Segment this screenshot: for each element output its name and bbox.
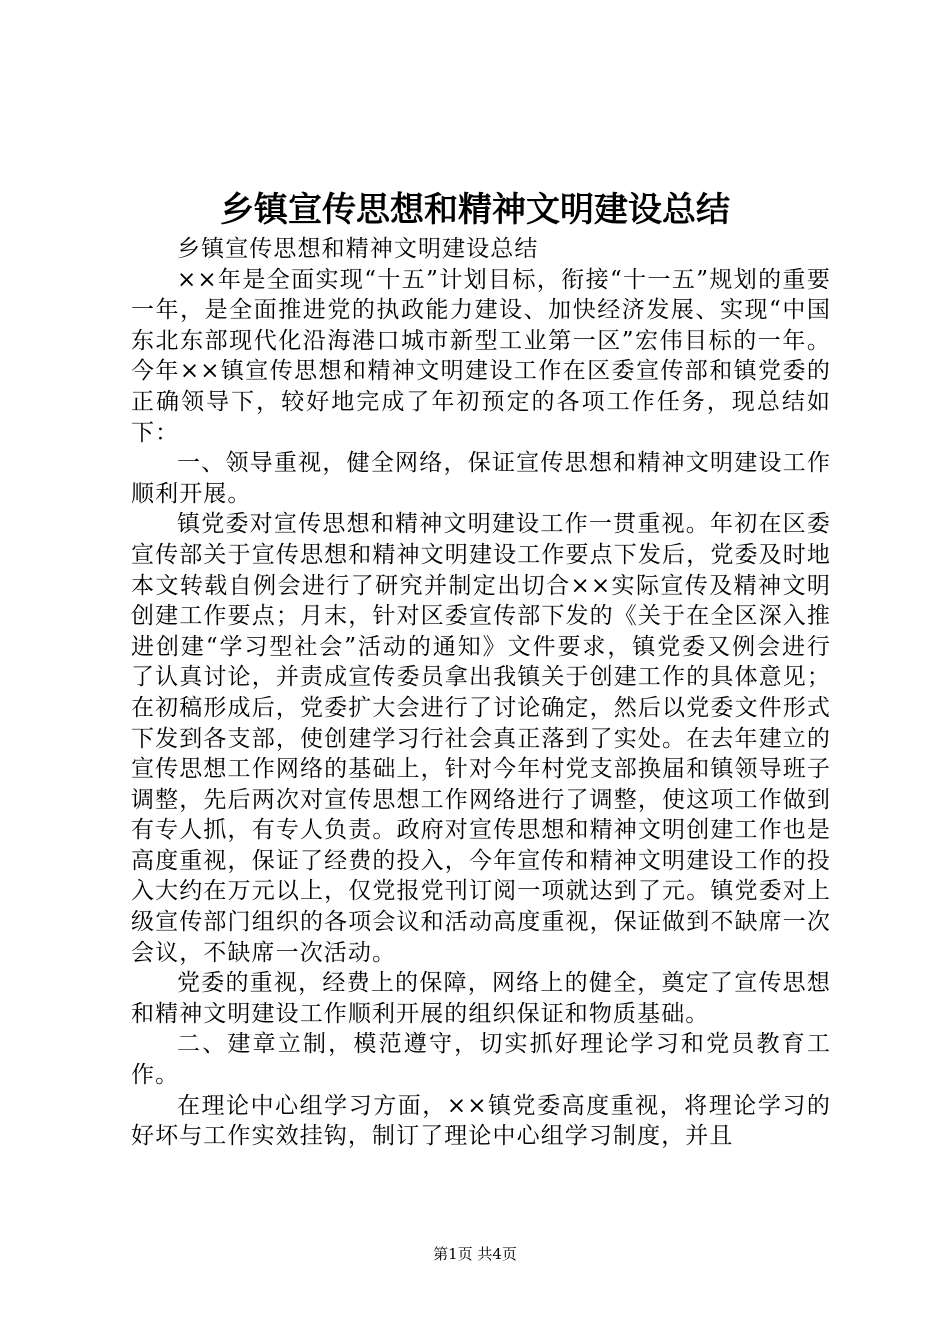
section-heading-2: 二、建章立制，模范遵守，切实抓好理论学习和党员教育工作。 <box>131 1031 831 1089</box>
paragraph-section-2-body: 在理论中心组学习方面，××镇党委高度重视，将理论学习的好坏与工作实效挂钩，制订了理论中心组学习制度，并且 <box>131 1092 831 1150</box>
paragraph-intro: ××年是全面实现“十五”计划目标，衔接“十一五”规划的重要一年，是全面推进党的执政能力建设、加快经济发展、实现“中国东北东部现代化沿海港口城市新型工业第一区”宏伟目标的一年。今年××镇宣传思想和精神文明建设工作在区委宣传部和镇党委的正确领导下，较好地完成了年初预定的各项工作任务，现总结如下： <box>131 266 831 446</box>
document-body <box>131 234 831 1152</box>
page-number-footer: 第1页 共4页 <box>433 1245 517 1263</box>
document-title: 乡镇宣传思想和精神文明建设总结 <box>220 190 730 230</box>
paragraph-section-1-summary: 党委的重视，经费上的保障，网络上的健全，奠定了宣传思想和精神文明建设工作顺利开展的组织保证和物质基础。 <box>131 970 831 1027</box>
paragraph-section-1-body: 镇党委对宣传思想和精神文明建设工作一贯重视。年初在区委宣传部关于宣传思想和精神文明建设工作要点下发后，党委及时地本文转载自例会进行了研究并制定出切合××实际宣传及精神文明创建工作要点；月末，针对区委宣传部下发的《关于在全区深入推进创建“学习型社会”活动的通知》文件要求，镇党委又例会进行了认真讨论，并责成宣传委员拿出我镇关于创建工作的具体意见；在初稿形成后，党委扩大会进行了讨论确定，然后以党委文件形式下发到各支部，使创建学习行社会真正落到了实处。在去年建立的宣传思想工作网络的基础上，针对今年村党支部换届和镇领导班子调整，先后两次对宣传思想工作网络进行了调整，使这项工作做到有专人抓，有专人负责。政府对宣传思想和精神文明创建工作也是高度重视，保证了经费的投入，今年宣传和精神文明建设工作的投入大约在万元以上，仅党报党刊订阅一项就达到了元。镇党委对上级宣传部门组织的各项会议和活动高度重视，保证做到不缺席一次会议，不缺席一次活动。 <box>131 511 831 966</box>
paragraph-subtitle: 乡镇宣传思想和精神文明建设总结 <box>177 236 539 262</box>
section-heading-1: 一、领导重视，健全网络，保证宣传思想和精神文明建设工作顺利开展。 <box>131 450 831 507</box>
